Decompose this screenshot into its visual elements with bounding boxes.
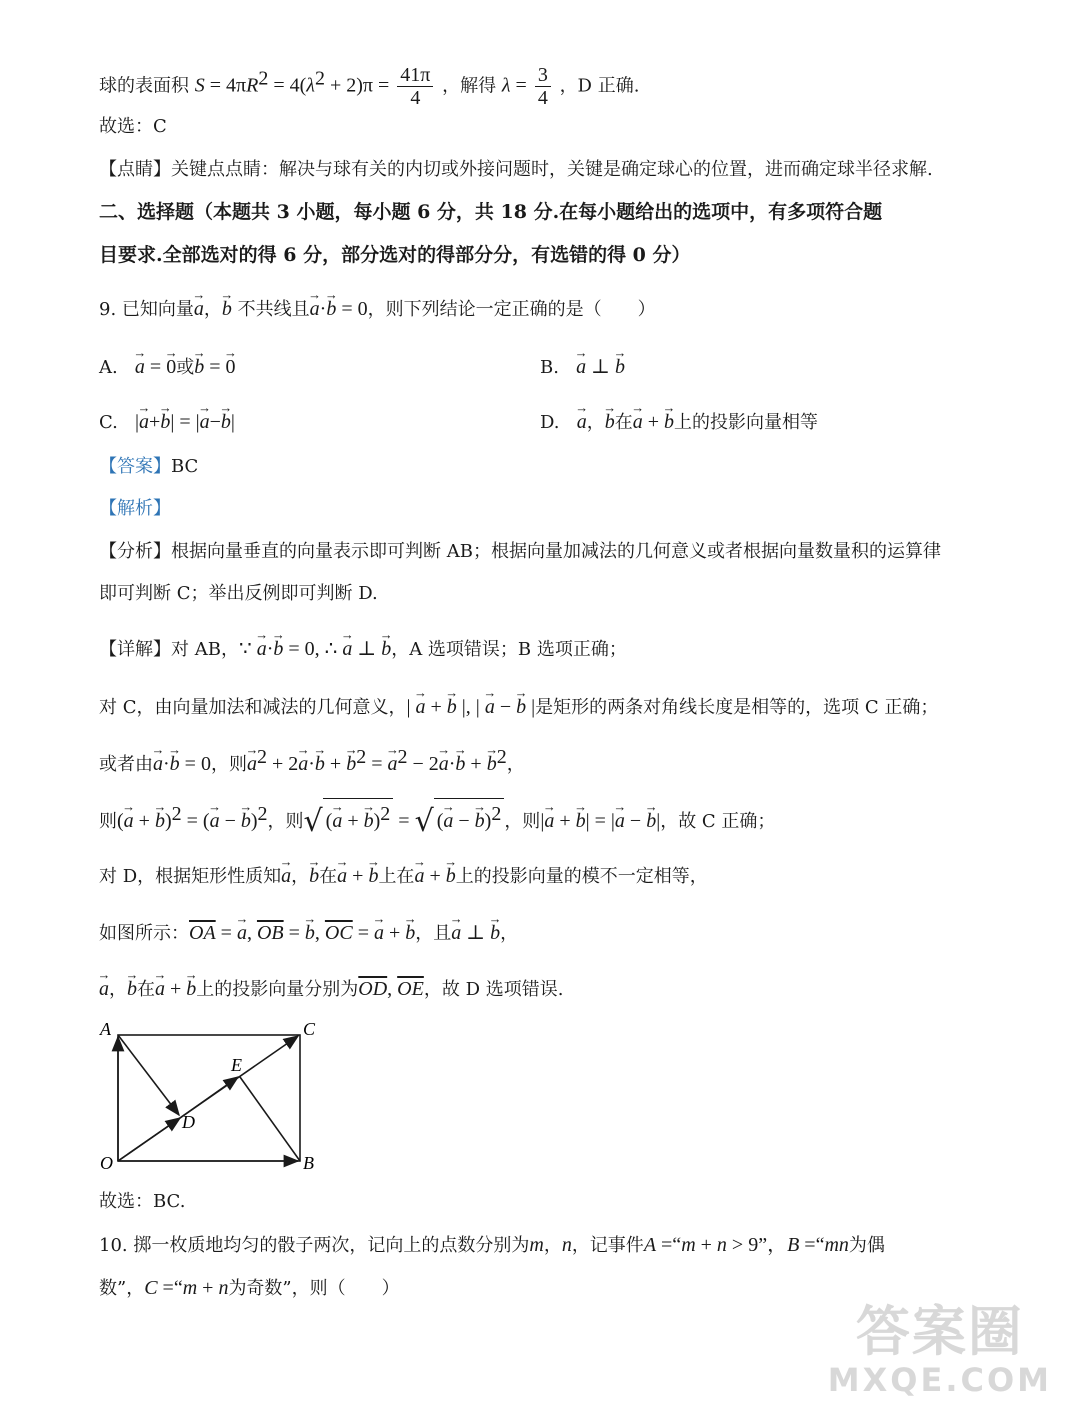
question-9: 9. 已知向量→ a，→ b 不共线且→ a·→ b = 0，则下列结论一定正确的是（ ） [99, 290, 656, 323]
vector-be [240, 1077, 300, 1161]
watermark-logo-text: 答案圈 [855, 1300, 1024, 1363]
rectangle-vector-diagram [96, 1015, 326, 1175]
figure-desc-line: 如图所示：$\overline{OA}$ = → a, $\overline{OB}$ = → b, $\overline{OC}$ = → a + → b，且→ a ⊥ → b， [99, 914, 518, 947]
answer-line: 【答案】BC [99, 456, 199, 477]
xiangjie-line: 【详解】对 AB，∵ → a·→ b = 0, ∴ → a ⊥ → b，A 选项错误；B 选项正确； [99, 630, 627, 663]
label-e: E [231, 1055, 242, 1075]
vector-ad [118, 1035, 179, 1115]
section-heading-line2: 目要求.全部选对的得 6 分，部分选对的得部分分，有选错的得 0 分） [99, 244, 691, 266]
fenxi-line1: 【分析】根据向量垂直的向量表示即可判断 AB；根据向量加减法的几何意义或者根据向量数量积的运算律 [99, 541, 941, 562]
fraction-41pi-4: $\frac{41\pi}{4}$ [397, 64, 433, 109]
label-d: D [182, 1112, 195, 1132]
choice-c-text: 故选：C [99, 116, 167, 137]
ze-line: 则(→ a + → b)$^2$ = (→ a − → b)$^2$，则√ (→ a + → b)$^2$ = √ (→ a − → b)$^2$ ，则|→ a + → b| = |→ a − → b|，故 C 正确； [99, 798, 775, 835]
d-line: 对 D，根据矩形性质知→ a，→ b在→ a + → b上在→ a + → b上的投影向量的模不一定相等， [99, 857, 708, 890]
or-line: 或者由→ a·→ b = 0，则→ $a^2 + 2\to a\cdot\to b$ + → $b^2$ = → $a^2 - 2\to a\cdot\to b$ + → $b^2$， [99, 744, 525, 778]
option-a: A. → a = → 0或→ b = → 0 [99, 348, 235, 381]
formula-line-sphere: 球的表面积 $S = 4\pi R^2 = 4(\lambda^2 + 2)\pi$ = $\frac{41\pi}{4}$ ，解得 λ = $\frac{3}{4}$ ，D 正确. [99, 64, 640, 109]
fenxi-line2: 即可判断 C；举出反例即可判断 D. [99, 583, 378, 604]
label-o: O [100, 1153, 113, 1173]
fraction-3-4: $\frac{3}{4}$ [535, 64, 551, 109]
option-d: D. → a，→ b在→ a + → b上的投影向量相等 [540, 403, 818, 436]
analysis-tag: 【解析】 [99, 498, 171, 519]
label-a: A [100, 1019, 111, 1039]
answer-tag: 【答案】 [99, 456, 171, 477]
question-10-line2: 数”，C =“m + n为奇数”，则（ ） [99, 1277, 400, 1299]
vector-od [118, 1118, 180, 1161]
watermark-url: MXQE.COM [827, 1361, 1052, 1399]
question-10-line1: 10. 掷一枚质地均匀的骰子两次，记向上的点数分别为m，n，记事件A =“m + n > 9”，B =“mn为偶 [99, 1234, 885, 1256]
label-b: B [303, 1153, 314, 1173]
option-b: B. → a ⊥ → b [540, 348, 625, 381]
projection-line: → a，→ b在→ a + → b上的投影向量分别为$\overline{OD}$, $\overline{OE}$，故 D 选项错误. [99, 970, 563, 1003]
label-c: C [303, 1019, 316, 1039]
section-heading-line1: 二、选择题（本题共 3 小题，每小题 6 分，共 18 分.在每小题给出的选项中，有多项符合题 [99, 201, 883, 223]
c-geometry-line: 对 C，由向量加法和减法的几何意义，| → a + → b |, | → a − → b |是矩形的两条对角线长度是相等的，选项 C 正确； [99, 688, 938, 721]
choose-bc: 故选：BC. [99, 1191, 186, 1212]
watermark [827, 1300, 1052, 1399]
option-c: C. |→ a+→ b| = |→ a−→ b| [99, 403, 235, 436]
dianjing-text: 【点睛】关键点点睛：解决与球有关的内切或外接问题时，关键是确定球心的位置，进而确定球半径求解. [99, 159, 933, 180]
